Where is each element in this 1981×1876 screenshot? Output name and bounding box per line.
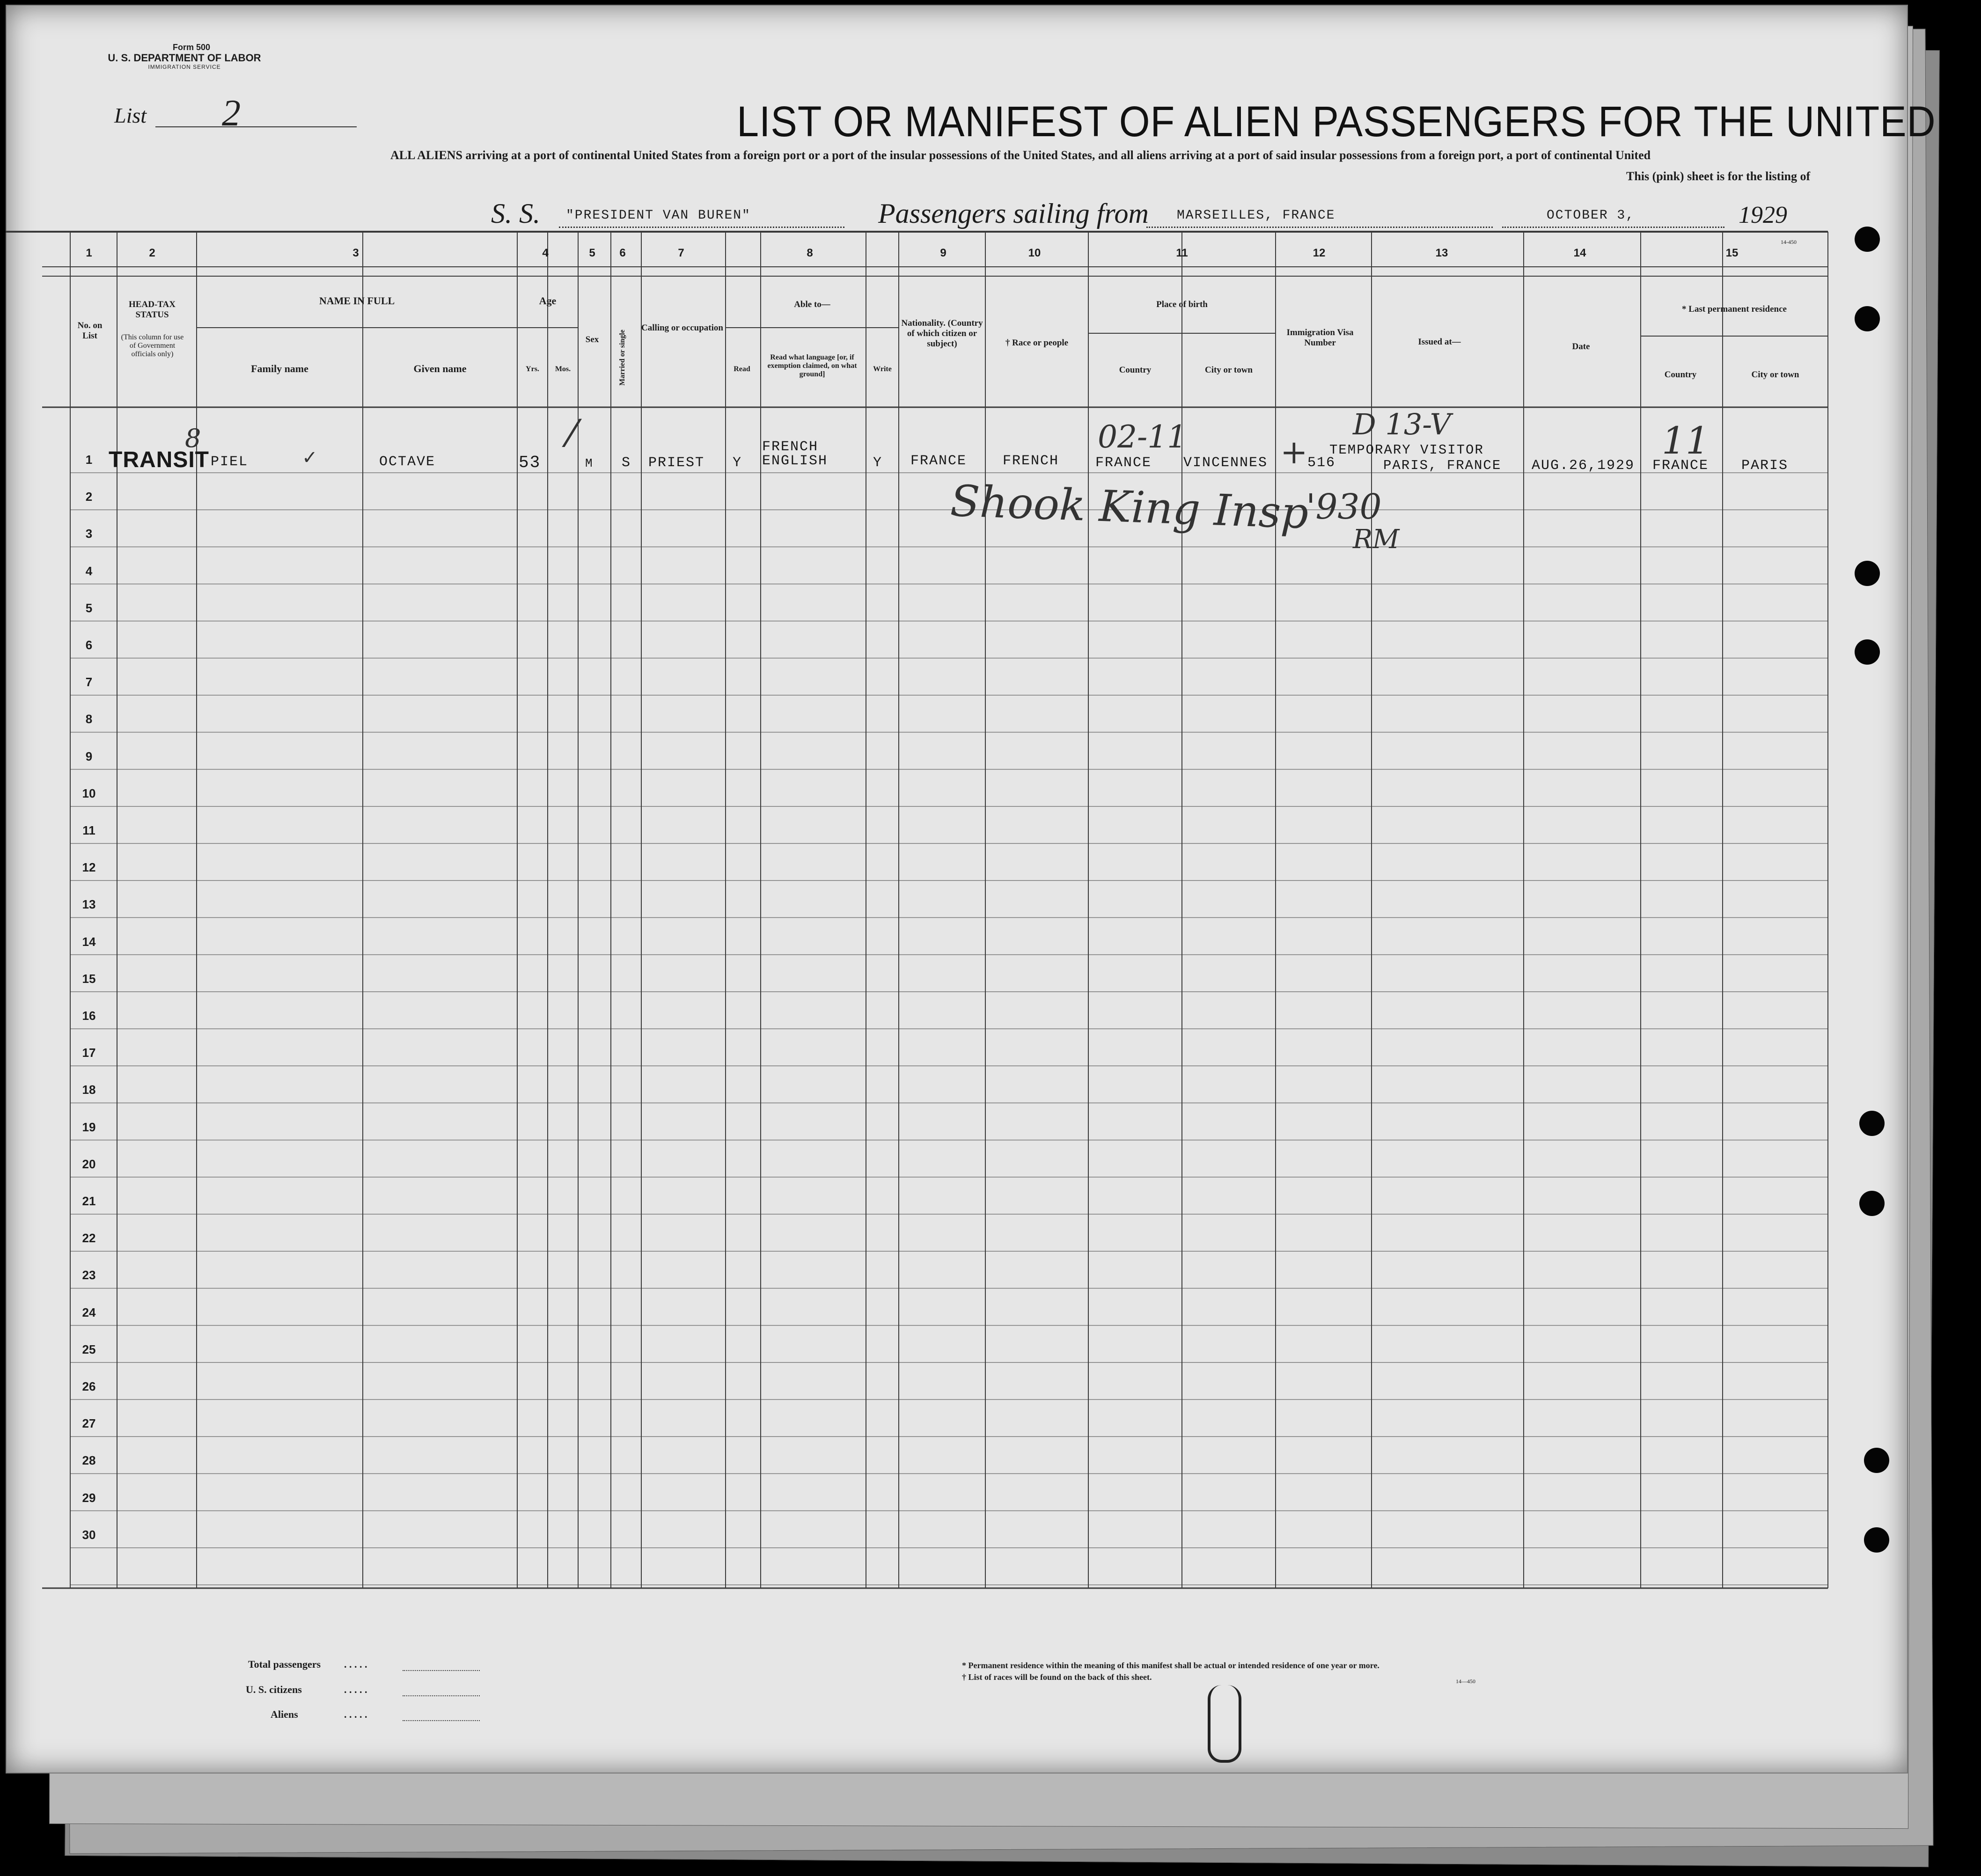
- header-age: Age: [539, 295, 557, 307]
- footer-dots: . . . . .: [344, 1658, 367, 1670]
- row-number: 12: [82, 860, 96, 875]
- row-number: 21: [82, 1194, 96, 1208]
- binder-hole: [1855, 227, 1880, 252]
- row-number: 9: [85, 749, 93, 763]
- row-number: 10: [82, 786, 96, 800]
- row-number: 14: [82, 934, 96, 949]
- row-number: 8: [85, 712, 93, 726]
- age-years: 53: [519, 453, 541, 472]
- service-name: IMMIGRATION SERVICE: [148, 64, 221, 70]
- row-number: 3: [85, 527, 93, 541]
- column-number: 2: [149, 247, 155, 259]
- header-issued-at: Issued at—: [1418, 337, 1461, 347]
- footer-dots: . . . . .: [344, 1708, 367, 1720]
- visa-date: AUG.26,1929: [1532, 458, 1635, 474]
- row-number: 6: [85, 638, 93, 652]
- race: FRENCH: [1003, 453, 1059, 469]
- occupation: PRIEST: [648, 455, 705, 471]
- departure-year: 1929: [1739, 202, 1787, 228]
- header-birth-city: City or town: [1204, 365, 1253, 375]
- list-number: 2: [222, 93, 241, 134]
- binder-hole: [1864, 1448, 1889, 1473]
- row-number: 11: [82, 823, 95, 837]
- language-1: FRENCH: [762, 439, 819, 455]
- page-title: LIST OR MANIFEST OF ALIEN PASSENGERS FOR THE UNITED: [737, 98, 1936, 146]
- binder-hole: [1859, 1111, 1885, 1136]
- residence-city: PARIS: [1741, 458, 1789, 474]
- row-number: 13: [82, 897, 96, 912]
- header-birth-country: Country: [1119, 365, 1152, 375]
- binder-hole: [1859, 1191, 1885, 1216]
- department-name: U. S. DEPARTMENT OF LABOR: [108, 52, 261, 64]
- binder-hole: [1855, 306, 1880, 331]
- binder-hole: [1864, 1527, 1889, 1553]
- column-number: 7: [678, 247, 684, 259]
- handwritten-birth-mark: 02-11: [1098, 419, 1187, 455]
- header-able-to: Able to—: [794, 300, 830, 309]
- handwritten-initials: RM: [1353, 524, 1400, 555]
- header-residence: * Last permanent residence: [1682, 304, 1787, 314]
- column-number: 13: [1435, 247, 1448, 259]
- handwritten-visa-mark: D 13-V: [1353, 407, 1451, 441]
- footer-dots: . . . . .: [344, 1684, 367, 1695]
- handwritten-residence-mark: 11: [1662, 419, 1710, 462]
- ship-name: "PRESIDENT VAN BUREN": [566, 208, 751, 223]
- column-number: 4: [542, 247, 549, 259]
- header-sex: Sex: [585, 335, 599, 344]
- header-read-language: Read what language [or, if exemption claimed, on what ground]: [767, 353, 857, 378]
- footnote-races: † List of races will be found on the back of this sheet.: [962, 1672, 1152, 1682]
- row-number: 29: [82, 1490, 96, 1505]
- row-number: 26: [82, 1379, 96, 1393]
- nationality: FRANCE: [910, 453, 967, 469]
- departure-date: OCTOBER 3,: [1547, 208, 1635, 223]
- given-name: OCTAVE: [379, 454, 436, 470]
- column-number: 12: [1313, 247, 1326, 259]
- header-married: Married or single: [618, 330, 626, 386]
- issued-at-line-1: TEMPORARY VISITOR: [1329, 442, 1484, 458]
- handwritten-year: '930: [1306, 487, 1382, 527]
- binder-hole: [1855, 561, 1880, 586]
- married-status: S: [622, 455, 631, 471]
- column-number: 6: [619, 247, 626, 259]
- row-number: 2: [85, 490, 93, 504]
- column-number: 14: [1573, 247, 1586, 259]
- form-number: Form 500: [172, 43, 211, 52]
- row-number: 23: [82, 1268, 96, 1282]
- language-2: ENGLISH: [762, 453, 828, 469]
- column-number: 8: [807, 247, 813, 259]
- row-number: 17: [82, 1046, 96, 1060]
- plus-mark: +: [1280, 433, 1308, 471]
- row-number: 1: [85, 453, 93, 467]
- header-given-name: Given name: [413, 363, 467, 374]
- row-number: 24: [82, 1305, 96, 1319]
- form-code: 14-450: [1781, 239, 1797, 245]
- subtitle: ALL ALIENS arriving at a port of continental United States from a foreign port or a port of the insular possessions of the United States, and all aliens arriving at a port of said insular possessions from a foreign port, a port of continental United: [390, 148, 1651, 162]
- header-write: Write: [873, 365, 892, 373]
- aliens-line: [403, 1720, 480, 1721]
- row-number: 4: [85, 564, 93, 578]
- row-number: 20: [82, 1157, 96, 1171]
- row-number: 7: [85, 675, 93, 689]
- row-number: 18: [82, 1083, 96, 1097]
- header-date: Date: [1572, 342, 1590, 352]
- aliens-label: Aliens: [271, 1708, 298, 1720]
- handwritten-mark: 8: [185, 424, 201, 453]
- column-number: 9: [940, 247, 946, 259]
- check-mark-icon: ⁄: [569, 412, 575, 455]
- footnote-residence: * Permanent residence within the meaning of this manifest shall be actual or intended residence of one year or more.: [962, 1661, 1379, 1670]
- header-visa-number: Immigration Visa Number: [1286, 328, 1354, 348]
- row-number: 25: [82, 1342, 96, 1356]
- column-number: 10: [1028, 247, 1041, 259]
- row-number: 5: [85, 601, 93, 615]
- column-number: 11: [1176, 247, 1188, 259]
- column-number: 1: [86, 247, 92, 259]
- paper-clip-icon: [1208, 1685, 1241, 1763]
- residence-country: FRANCE: [1652, 458, 1709, 474]
- us-citizens-line: [403, 1695, 480, 1696]
- pink-sheet-note: This (pink) sheet is for the listing of: [1626, 169, 1811, 183]
- header-name-in-full: NAME IN FULL: [319, 295, 395, 307]
- header-res-city: City or town: [1751, 370, 1799, 380]
- header-res-country: Country: [1664, 370, 1697, 380]
- list-label: List: [114, 103, 147, 127]
- header-nationality: Nationality. (Country of which citizen or subject): [901, 318, 983, 349]
- column-number: 15: [1725, 247, 1739, 259]
- handwritten-annotation: Shook King Insp: [949, 476, 1309, 539]
- can-read: Y: [733, 455, 742, 471]
- row-number: 27: [82, 1416, 96, 1431]
- sex: M: [585, 456, 594, 470]
- header-age-months: Mos.: [555, 365, 571, 373]
- header-calling: Calling or occupation: [641, 323, 723, 333]
- check-mark-icon: ✓: [302, 447, 318, 469]
- birth-country: FRANCE: [1095, 455, 1152, 471]
- head-tax-status: TRANSIT: [109, 447, 209, 472]
- header-family-name: Family name: [251, 363, 308, 374]
- family-name: PIEL: [211, 454, 249, 470]
- row-number: 15: [82, 971, 96, 986]
- binder-hole: [1855, 639, 1880, 665]
- sailing-label: Passengers sailing from: [878, 198, 1149, 229]
- row-number: 28: [82, 1453, 96, 1468]
- header-read: Read: [734, 365, 750, 373]
- can-write: Y: [873, 455, 883, 471]
- header-head-tax: HEAD-TAX STATUS: [129, 300, 176, 320]
- header-head-tax-note: (This column for use of Government officials only): [121, 333, 184, 358]
- birth-city: VINCENNES: [1183, 455, 1268, 471]
- us-citizens-label: U. S. citizens: [246, 1684, 302, 1695]
- row-number: 16: [82, 1009, 96, 1023]
- header-age-years: Yrs.: [526, 365, 539, 373]
- row-number: 30: [82, 1527, 96, 1542]
- header-place-of-birth: Place of birth: [1156, 300, 1208, 309]
- visa-number: 516: [1307, 455, 1336, 471]
- departure-port: MARSEILLES, FRANCE: [1177, 208, 1335, 223]
- header-no-on-list: No. on List: [77, 321, 103, 341]
- row-number: 19: [82, 1120, 96, 1134]
- header-race: † Race or people: [1005, 338, 1069, 348]
- total-passengers-line: [403, 1670, 480, 1671]
- column-number: 3: [352, 247, 359, 259]
- issued-at-line-2: PARIS, FRANCE: [1383, 458, 1502, 473]
- footer-form-code: 14—450: [1456, 1678, 1475, 1685]
- total-passengers-label: Total passengers: [248, 1658, 321, 1670]
- column-number: 5: [589, 247, 595, 259]
- ship-label: S. S.: [491, 198, 540, 229]
- row-number: 22: [82, 1231, 96, 1246]
